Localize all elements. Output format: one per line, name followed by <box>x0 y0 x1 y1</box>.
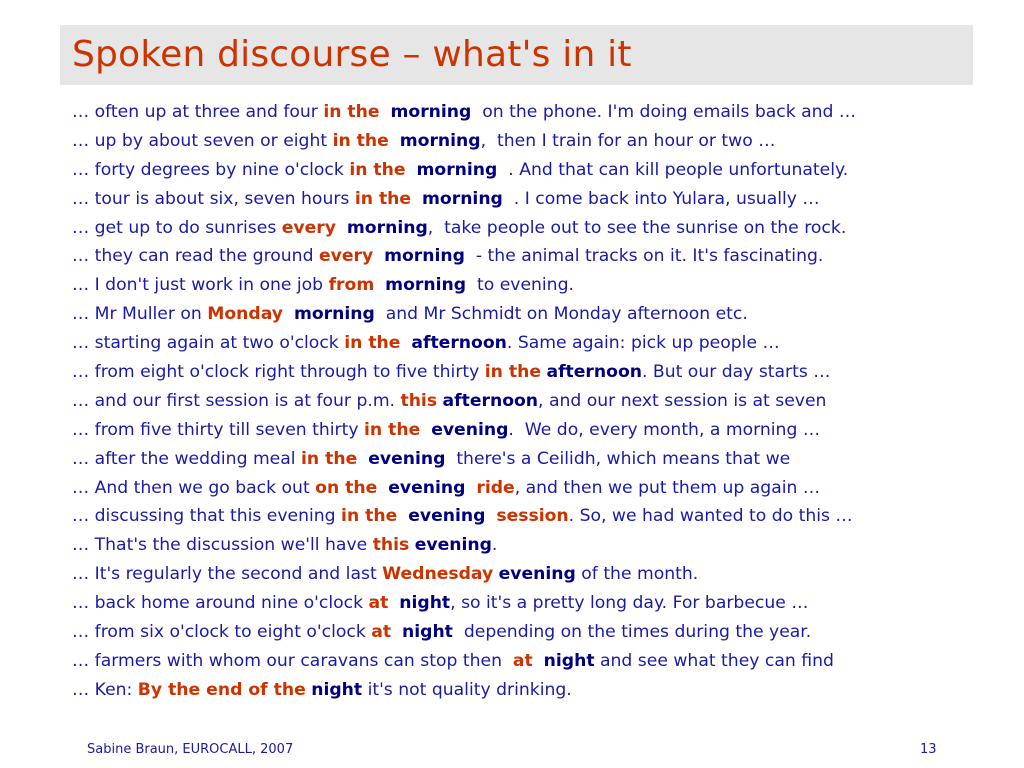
highlight-phrase: in the <box>301 448 358 469</box>
line-text: … they can read the ground <box>72 246 319 267</box>
highlight-phrase: By the end of the <box>137 679 306 700</box>
keyword: morning <box>399 130 481 151</box>
concordance-line <box>72 271 1012 300</box>
line-text <box>485 506 496 526</box>
line-text: … tour is about six, seven hours <box>72 188 355 209</box>
keyword: night <box>402 622 453 643</box>
concordance-line <box>72 589 1012 618</box>
line-text <box>283 304 294 324</box>
keyword: morning <box>384 246 465 267</box>
line-text: depending on the times during the year. <box>452 622 812 643</box>
highlight-phrase: at <box>512 650 533 671</box>
concordance-line <box>72 329 1012 358</box>
page-number: 13 <box>920 742 937 757</box>
line-text: and Mr Schmidt on Monday afternoon etc. <box>374 304 748 325</box>
concordance-line <box>72 502 1012 531</box>
line-text: , then I train for an hour or two … <box>480 130 776 151</box>
line-text: . We do, every month, a morning … <box>508 419 821 440</box>
keyword: morning <box>385 275 467 296</box>
line-text: . And that can kill people unfortunately. <box>497 159 849 180</box>
highlight-phrase: in the <box>364 419 421 440</box>
line-text <box>397 506 408 526</box>
concordance-line <box>72 387 1012 416</box>
highlight-phrase: this <box>400 390 438 411</box>
line-text: … after the wedding meal <box>72 448 302 469</box>
line-text: . <box>491 535 498 556</box>
line-text: . Same again: pick up people … <box>506 333 780 354</box>
highlight-phrase: from <box>328 275 375 296</box>
line-text: … It's regularly the second and last <box>72 564 383 585</box>
concordance-line <box>72 358 1012 387</box>
concordance-line <box>72 416 1012 445</box>
keyword: evening <box>498 564 576 585</box>
highlight-phrase: in the <box>344 333 401 354</box>
line-text <box>389 131 400 151</box>
concordance-line <box>72 156 1012 185</box>
keyword: morning <box>416 159 498 180</box>
line-text: and see what they can find <box>594 650 834 671</box>
line-text <box>533 651 544 671</box>
concordance-line <box>72 98 1012 127</box>
concordance-line <box>72 242 1012 271</box>
line-text: it's not quality drinking. <box>362 679 572 700</box>
concordance-lines <box>72 98 1012 705</box>
line-text: … from eight o'clock right through to five thirty <box>72 362 485 383</box>
line-text <box>411 189 422 209</box>
line-text: . I come back into Yulara, usually … <box>502 188 820 209</box>
line-text: of the month. <box>575 564 699 585</box>
line-text <box>388 593 399 613</box>
concordance-line <box>72 647 1012 676</box>
concordance-line <box>72 185 1012 214</box>
highlight-phrase: Wednesday <box>382 564 494 585</box>
highlight-phrase: ride <box>476 477 515 498</box>
highlight-phrase: Monday <box>207 304 283 325</box>
line-text <box>336 218 347 238</box>
concordance-line <box>72 560 1012 589</box>
keyword: evening <box>414 535 492 556</box>
keyword: afternoon <box>546 362 642 383</box>
title-band <box>60 25 973 85</box>
highlight-phrase: every <box>281 217 336 238</box>
line-text: … And then we go back out <box>72 477 316 498</box>
highlight-phrase: on the <box>315 477 378 498</box>
line-text <box>465 478 476 498</box>
line-text: , and then we put them up again … <box>514 477 821 498</box>
line-text: to evening. <box>466 275 574 296</box>
line-text <box>377 478 388 498</box>
line-text: … discussing that this evening <box>72 506 342 527</box>
highlight-phrase: session <box>496 506 569 527</box>
line-text: … and our first session is at four p.m. <box>72 390 401 411</box>
concordance-line <box>72 531 1012 560</box>
line-text: on the phone. I'm doing emails back and … <box>471 102 857 122</box>
keyword: night <box>543 650 595 671</box>
keyword: night <box>311 679 363 700</box>
highlight-phrase: in the <box>484 362 541 383</box>
highlight-phrase: at <box>368 593 389 614</box>
line-text: … up by about seven or eight <box>72 130 333 151</box>
line-text <box>420 420 431 440</box>
line-text: … Mr Muller on <box>72 304 208 325</box>
concordance-line <box>72 676 1012 705</box>
keyword: evening <box>408 506 486 527</box>
line-text: … farmers with whom our caravans can stop then <box>72 650 513 671</box>
line-text: . So, we had wanted to do this … <box>568 506 853 527</box>
keyword: evening <box>388 477 466 498</box>
line-text <box>380 102 391 122</box>
line-text: … often up at three and four <box>72 102 324 122</box>
highlight-phrase: in the <box>341 506 398 527</box>
keyword: afternoon <box>411 333 507 354</box>
highlight-phrase: in the <box>332 130 389 151</box>
keyword: morning <box>422 188 503 209</box>
concordance-line <box>72 618 1012 647</box>
line-text: … from five thirty till seven thirty <box>72 419 365 440</box>
line-text: … forty degrees by nine o'clock <box>72 159 350 180</box>
concordance-line <box>72 127 1012 156</box>
line-text: … back home around nine o'clock <box>72 593 369 614</box>
line-text: there's a Ceilidh, which means that we <box>445 448 791 469</box>
concordance-line <box>72 214 1012 243</box>
line-text: , and our next session is at seven <box>538 390 827 411</box>
line-text <box>373 246 384 266</box>
slide-title: Spoken discourse – what's in it <box>72 34 632 75</box>
line-text: … I don't just work in one job <box>72 275 329 296</box>
line-text: . But our day starts … <box>641 362 831 383</box>
line-text <box>374 275 385 295</box>
highlight-phrase: in the <box>349 159 406 180</box>
line-text: … get up to do sunrises <box>72 217 282 238</box>
line-text: , so it's a pretty long day. For barbecue … <box>450 593 809 614</box>
line-text: , take people out to see the sunrise on the rock. <box>427 217 847 238</box>
line-text: … from six o'clock to eight o'clock <box>72 622 372 643</box>
line-text: … That's the discussion we'll have <box>72 535 373 556</box>
concordance-line <box>72 445 1012 474</box>
line-text <box>391 622 402 642</box>
footer-author: Sabine Braun, EUROCALL, 2007 <box>87 742 294 757</box>
line-text <box>406 160 417 180</box>
highlight-phrase: in the <box>354 188 412 209</box>
line-text <box>400 333 411 353</box>
keyword: evening <box>431 419 509 440</box>
line-text <box>357 449 368 469</box>
keyword: night <box>399 593 451 614</box>
highlight-phrase: this <box>372 535 410 556</box>
line-text: - the animal tracks on it. It's fascinating. <box>464 246 824 267</box>
highlight-phrase: every <box>318 246 374 267</box>
highlight-phrase: in the <box>323 102 380 122</box>
keyword: morning <box>293 304 375 325</box>
concordance-line <box>72 300 1012 329</box>
highlight-phrase: at <box>371 622 392 643</box>
line-text: … starting again at two o'clock <box>72 333 345 354</box>
line-text: … Ken: <box>72 679 138 700</box>
keyword: morning <box>390 102 472 122</box>
keyword: evening <box>368 448 446 469</box>
keyword: morning <box>346 217 428 238</box>
keyword: afternoon <box>442 390 539 411</box>
concordance-line <box>72 474 1012 503</box>
